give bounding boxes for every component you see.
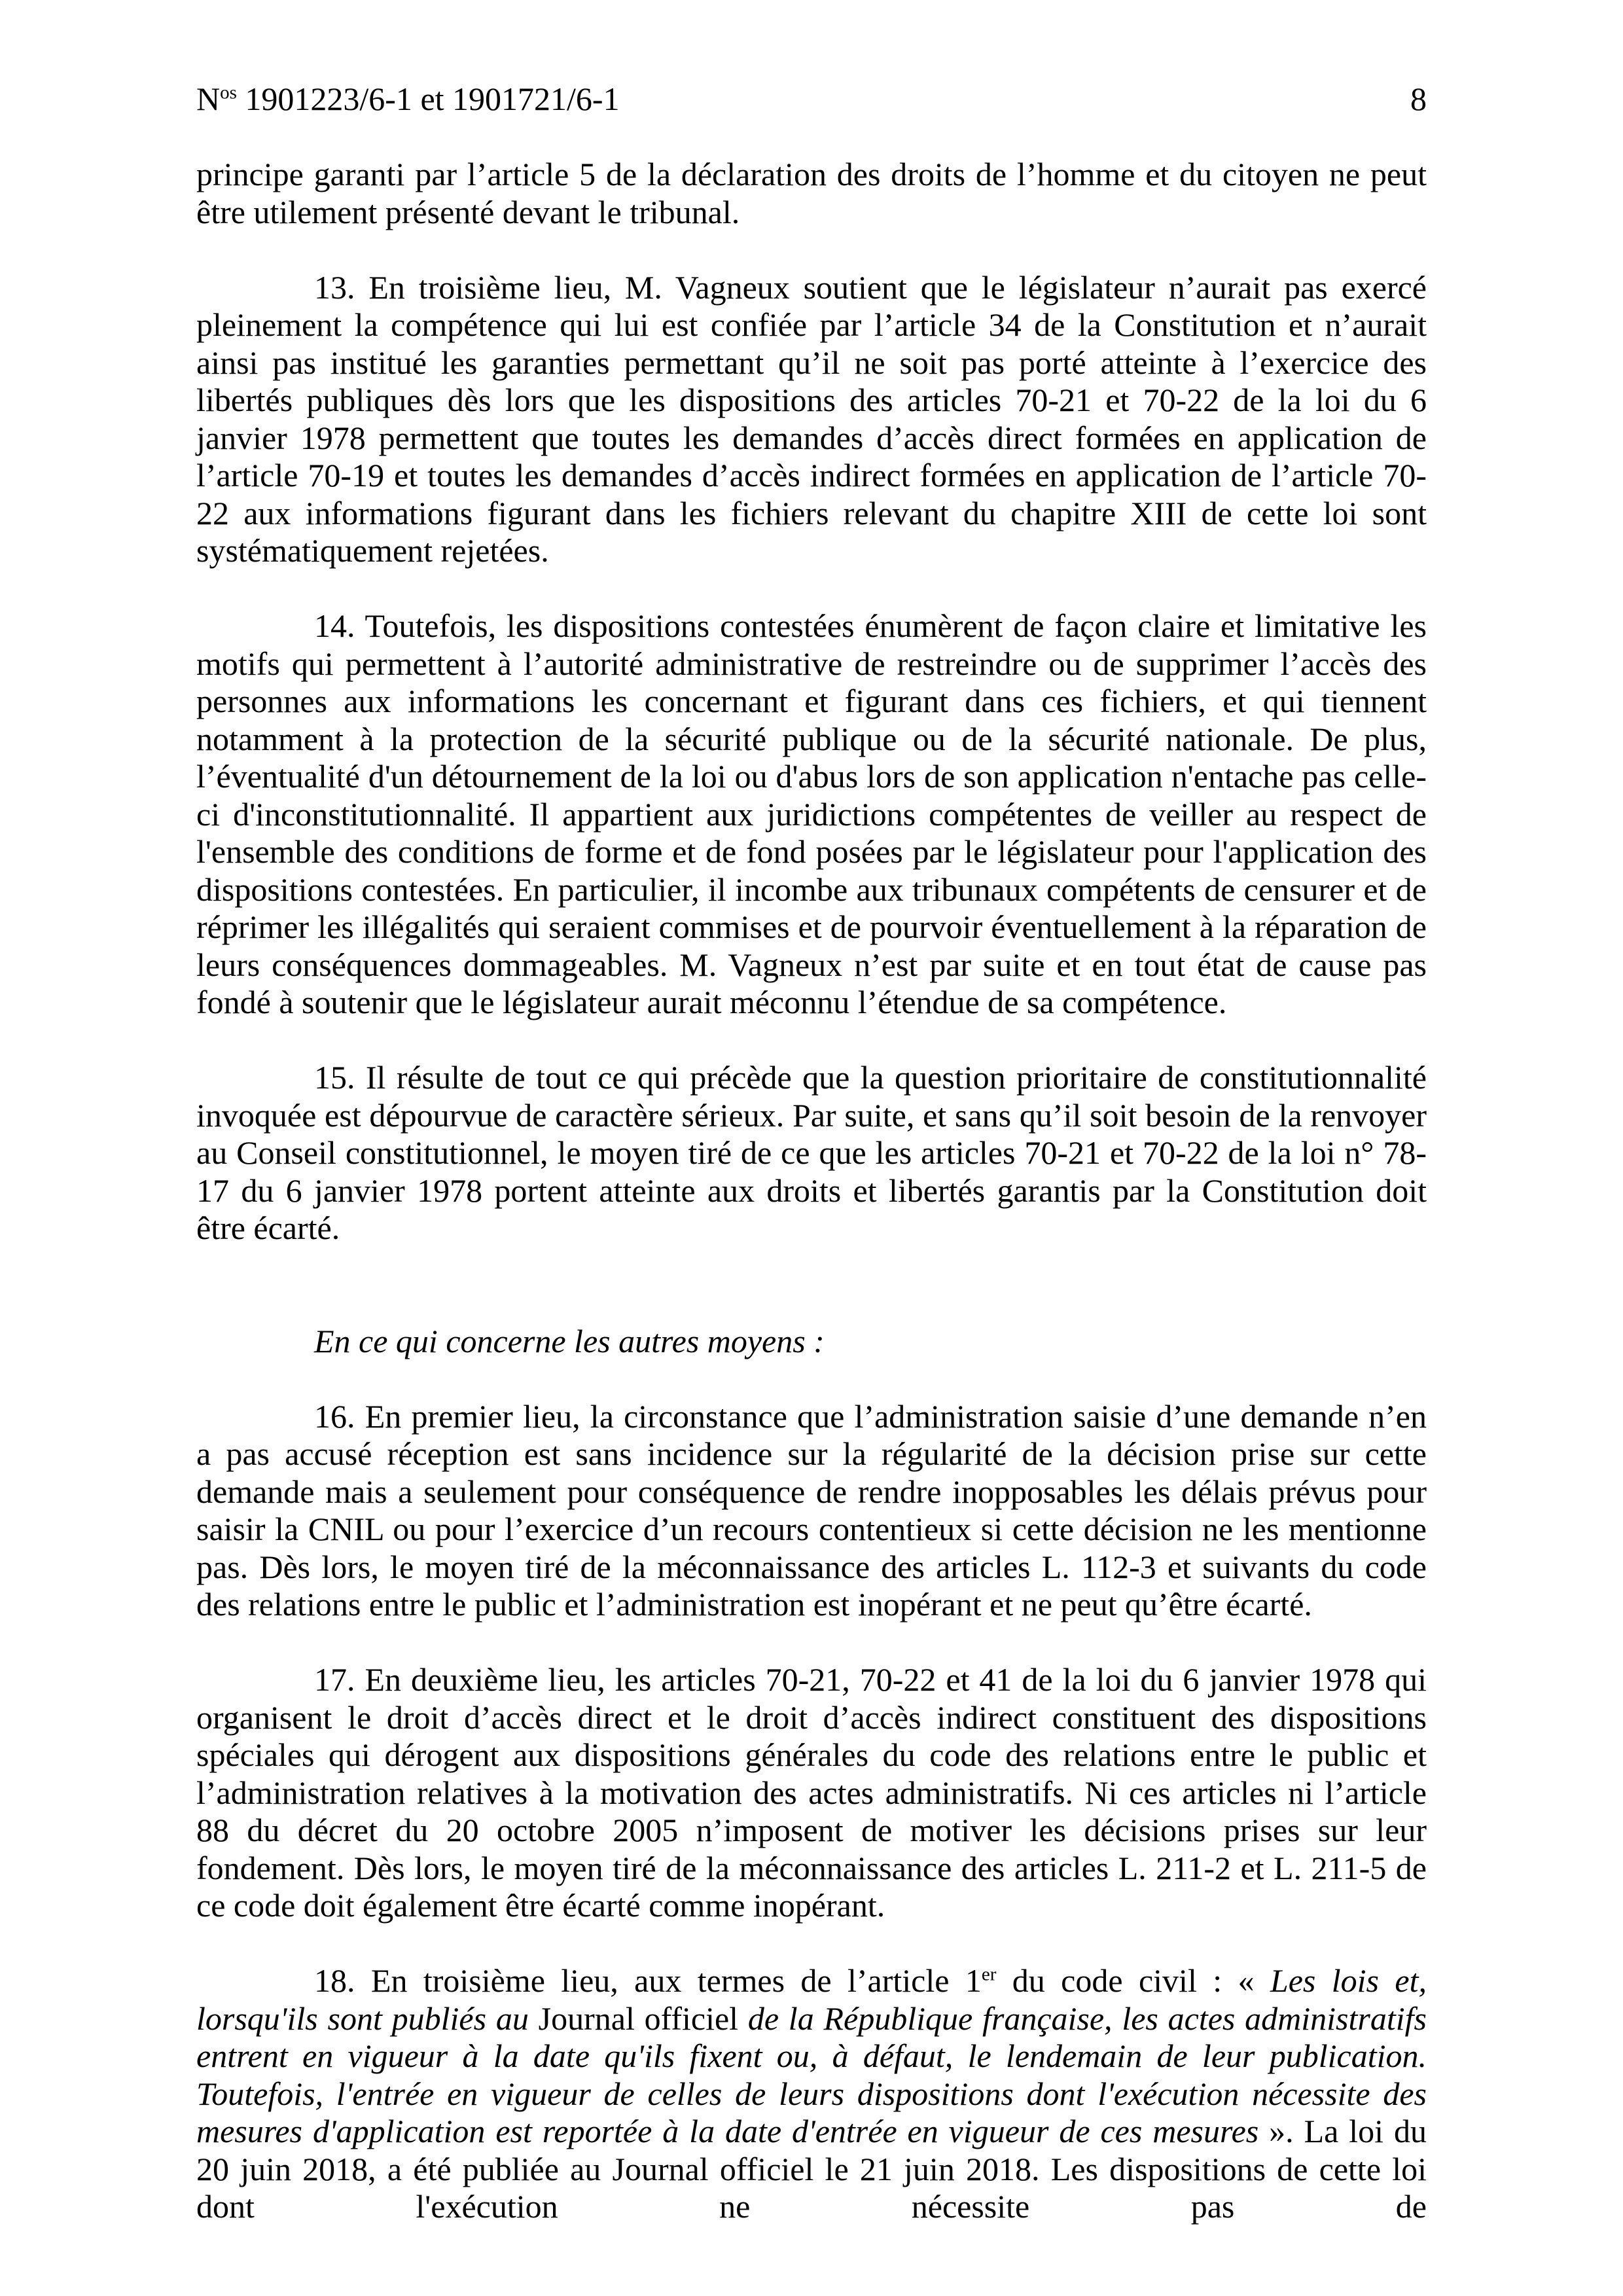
paragraph-17 — [196, 1661, 1427, 1925]
text-run: 15. Il résulte de tout ce qui précède que la question prioritaire de constitutionnalité invoquée est dépourvue de caractère sérieux. Par suite, et sans qu’il soit besoin de la renvoyer au Conseil constitutionnel, le moyen tiré de ce que les articles 70-21 et 70-22 de la loi n° 78-17 du 6 janvier 1978 portent atteinte aux droits et libertés garantis par la Constitution doit être écarté. — [196, 1059, 1427, 1246]
text-run: er — [981, 1964, 997, 1985]
paragraph-continuation — [196, 156, 1427, 231]
paragraph-14 — [196, 607, 1427, 1022]
text-run: 18. En troisième lieu, aux termes de l’article 1 — [314, 1962, 982, 1999]
document-header — [196, 81, 1427, 118]
section-heading-autres-moyens — [196, 1323, 1427, 1361]
text-run: 13. En troisième lieu, M. Vagneux soutient que le législateur n’aurait pas exercé pleinement la compétence qui lui est confiée par l’article 34 de la Constitution et n’aurait ainsi pas institué les garanties permettant qu’il ne soit pas porté atteinte à l’exercice des libertés publiques dès lors que les dispositions des articles 70-21 et 70-22 de la loi du 6 janvier 1978 permettent que toutes les demandes d’accès direct formées en application de l’article 70-19 et toutes les demandes d’accès indirect formées en application de l’article 70-22 aux informations figurant dans les fichiers relevant du chapitre XIII de cette loi sont systématiquement rejetées. — [196, 268, 1427, 569]
case-number-superscript: os — [220, 82, 237, 103]
paragraphs — [196, 156, 1427, 2226]
case-number-prefix: N — [196, 81, 221, 117]
case-number — [196, 81, 620, 118]
text-run: du code civil : « — [996, 1962, 1270, 1999]
text-run: En ce qui concerne les autres moyens : — [314, 1322, 825, 1359]
text-run: 14. Toutefois, les dispositions contestées énumèrent de façon claire et limitative les motifs qui permettent à l’autorité administrative de restreindre ou de supprimer l’accès des personnes aux informations les concernant et figurant dans ces fichiers, et qui tiennent notamment à la protection de la sécurité publique ou de la sécurité nationale. De plus, l’éventualité d'un détournement de la loi ou d'abus lors de son application n'entache pas celle-ci d'inconstitutionnalité. Il appartient aux juridictions compétentes de veiller au respect de l'ensemble des conditions de forme et de fond posées par le législateur pour l'application des dispositions contestées. En particulier, il incombe aux tribunaux compétents de censurer et de réprimer les illégalités qui seraient commises et de pourvoir éventuellement à la réparation de leurs conséquences dommageables. M. Vagneux n’est par suite et en tout état de cause pas fondé à soutenir que le législateur aurait méconnu l’étendue de sa compétence. — [196, 607, 1427, 1020]
paragraph-13 — [196, 269, 1427, 570]
paragraph-16 — [196, 1398, 1427, 1624]
paragraph-18 — [196, 1962, 1427, 2226]
text-run: 17. En deuxième lieu, les articles 70-21, 70-22 et 41 de la loi du 6 janvier 1978 qui organisent le droit d’accès direct et le droit d’accès indirect constituent des dispositions spéciales qui dérogent aux dispositions générales du code des relations entre le public et l’administration relatives à la motivation des actes administratifs. Ni ces articles ni l’article 88 du décret du 20 octobre 2005 n’imposent de motiver les décisions prises sur leur fondement. Dès lors, le moyen tiré de la méconnaissance des articles L. 211-2 et L. 211-5 de ce code doit également être écarté comme inopérant. — [196, 1661, 1427, 1924]
text-run: ». La loi du 20 juin 2018, a été publiée au Journal officiel le 21 juin 2018. Les dispositions de cette loi dont l'exécution ne nécessite pas de — [196, 2113, 1427, 2225]
page-number: 8 — [1410, 81, 1427, 117]
text-run: Les lois et, lorsqu'ils sont publiés au — [196, 1962, 1427, 2037]
text-run: 16. En premier lieu, la circonstance que l’administration saisie d’une demande n’en a pas accusé réception est sans incidence sur la régularité de la décision prise sur cette demande mais a seulement pour conséquence de rendre inopposables les délais prévus pour saisir la CNIL ou pour l’exercice d’un recours contentieux si cette décision ne les mentionne pas. Dès lors, le moyen tiré de la méconnaissance des articles L. 112-3 et suivants du code des relations entre le public et l’administration est inopérant et ne peut qu’être écarté. — [196, 1397, 1427, 1623]
text-run: Journal officiel — [538, 2000, 748, 2037]
document-body — [196, 156, 1427, 2226]
paragraph-15 — [196, 1059, 1427, 1247]
case-number-rest: 1901223/6-1 et 1901721/6-1 — [236, 81, 620, 117]
text-run: principe garanti par l’article 5 de la déclaration des droits de l’homme et du citoyen ne peut être utilement présenté devant le tribunal. — [196, 156, 1427, 230]
text-run: de la République française, les actes administratifs entrent en vigueur à la date qu'ils fixent ou, à défaut, le lendemain de leur publication. Toutefois, l'entrée en vigueur de celles de leurs dispositions dont l'exécution nécessite des mesures d'application est reportée à la date d'entrée en vigueur de ces mesures — [196, 2000, 1427, 2149]
